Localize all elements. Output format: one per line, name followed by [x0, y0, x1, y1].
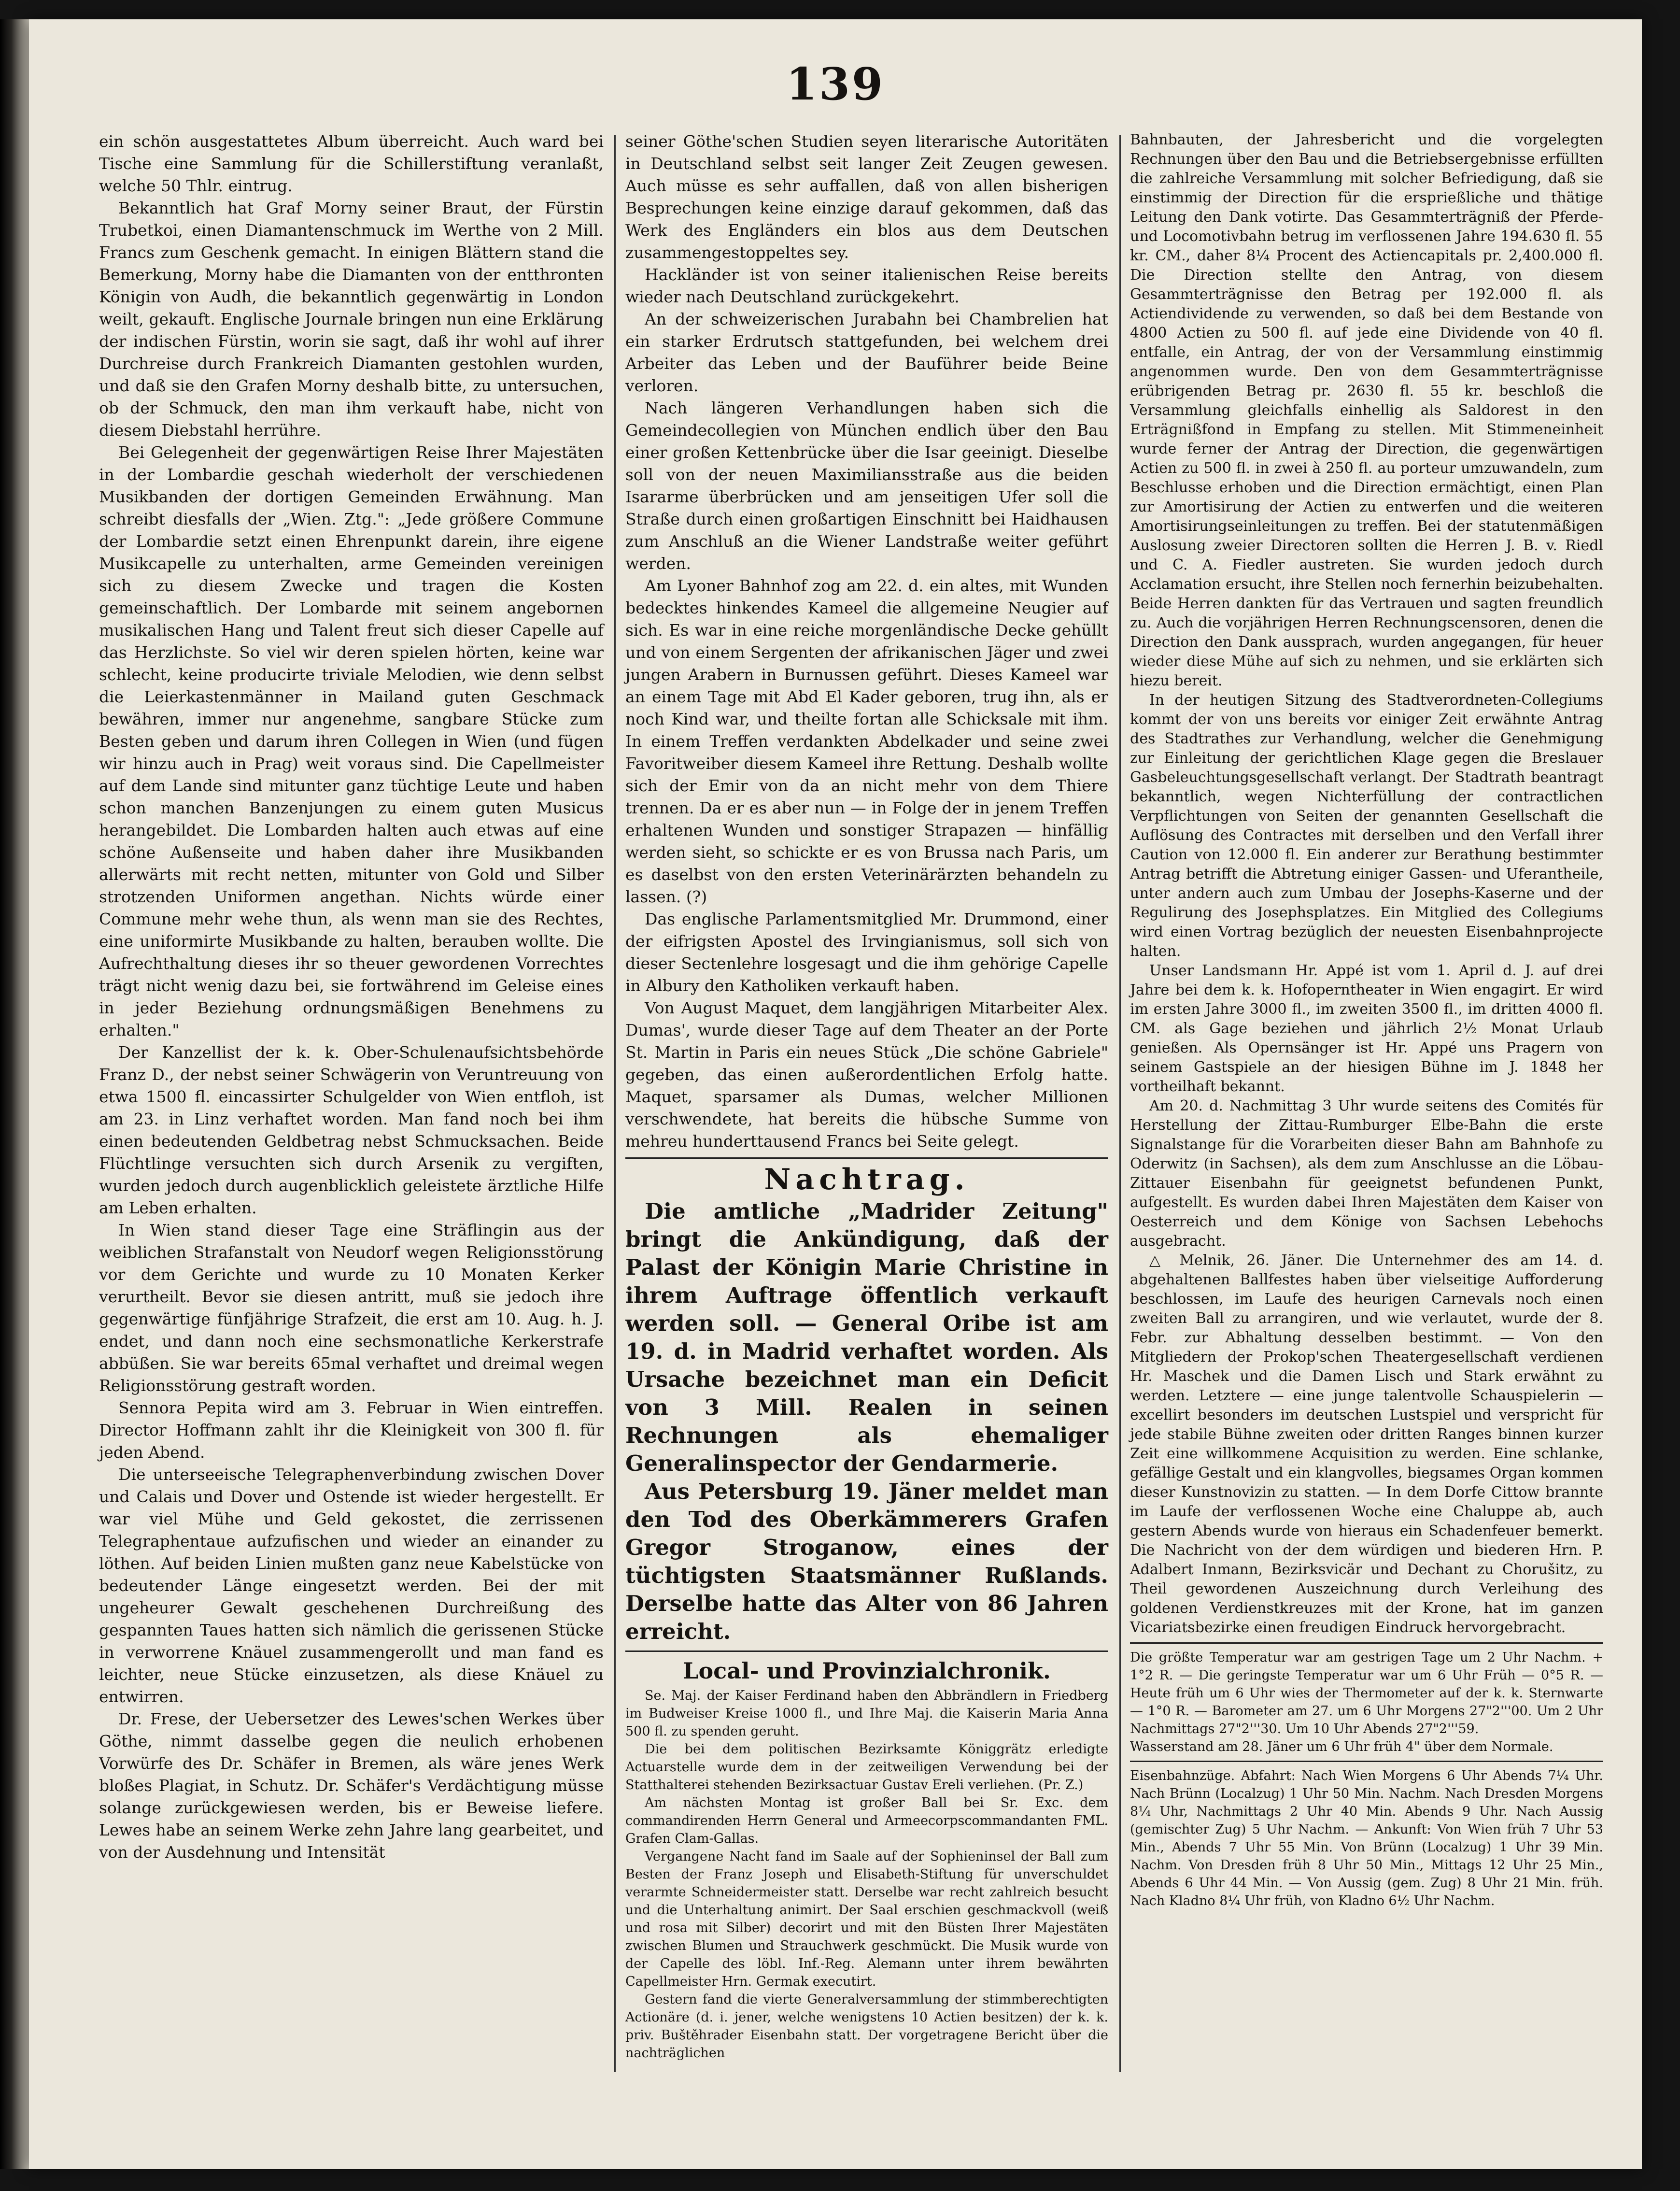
article: Von August Maquet, dem langjährigen Mitarbeiter Alex. Dumas', wurde dieser Tage auf dem Theater an der Porte St. Martin in Paris ein neues Stück „Die schöne Gabriele" gegeben, das einen außerordentlichen Erfolg hatte. Maquet, sparsamer als Dumas, welcher Millionen verschwendete, hat bereits die hübsche Summe von mehreu hunderttausend Francs bei Seite gelegt.	[625, 998, 1108, 1151]
page-number: 139	[786, 58, 885, 110]
article: Das englische Parlamentsmitglied Mr. Drummond, einer der eifrigsten Apostel des Irvingianismus, soll sich von dieser Sectenlehre losgesagt und die ihm gehörige Capelle in Albury den Katholiken verkauft haben.	[625, 910, 1108, 995]
article: In Wien stand dieser Tage eine Sträflingin aus der weiblichen Strafanstalt von Neudorf wegen Religionsstörung vor dem Gerichte und wurde zu 10 Monaten Kerker verurtheilt. Bevor sie diesen antritt, muß sie jedoch ihre gegenwärtige fünfjährige Strafzeit, die erst am 10. Aug. h. J. endet, und dann noch eine sechsmonatliche Kerkerstrafe abbüßen. Sie war bereits 65mal verhaftet und dreimal wegen Religionsstörung gestraft worden.	[99, 1221, 604, 1395]
article: Bekanntlich hat Graf Morny seiner Braut, der Fürstin Trubetkoi, einen Diamantenschmuck im Werthe von 2 Mill. Francs zum Geschenk gemacht. In einigen Blättern stand die Bemerkung, Morny habe die Diamanten von der entthronten Königin von Audh, die bekanntlich gegenwärtig in London weilt, gekauft. Englische Journale bringen nun eine Erklärung der indischen Fürstin, worin sie sagt, daß ihr wohl auf ihrer Durchreise durch Frankreich Diamanten gestohlen wurden, und daß sie den Grafen Morny deshalb bitte, zu untersuchen, ob der Schmuck, den man ihm verkauft habe, nicht von diesem Diebstahl herrühre.	[99, 199, 604, 440]
railway-timetable: Eisenbahnzüge. Abfahrt: Nach Wien Morgens 6 Uhr Abends 7¼ Uhr. Nach Brünn (Localzug) 1 Uhr 50 Min. Nachm. Nach Dresden Morgens 8¼ Uhr, Nachmittags 2 Uhr 40 Min. Abends 9 Uhr. Nach Aussig (gemischter Zug) 5 Uhr Nachm. — Ankunft: Von Wien früh 7 Uhr 53 Min., Abends 7 Uhr 55 Min. Von Brünn (Localzug) 1 Uhr 39 Min. Nachm. Von Dresden früh 8 Uhr 50 Min., Mittags 12 Uhr 25 Min., Abends 6 Uhr 44 Min. — Von Aussig (gem. Zug) 8 Uhr 21 Min. früh. Nach Kladno 8¼ Uhr früh, von Kladno 6½ Uhr Nachm.	[1130, 1768, 1603, 1908]
section-rule	[1130, 1642, 1603, 1644]
article: Die bei dem politischen Bezirksamte Königgrätz erledigte Actuarstelle wurde dem in der zeitweiligen Verwendung bei der Statthalterei stehenden Bezirksactuar Gustav Ereli verliehen. (Pr. Z.)	[625, 1742, 1108, 1793]
article: Der Kanzellist der k. k. Ober-Schulenaufsichtsbehörde Franz D., der nebst seiner Schwägerin von Veruntreuung von etwa 1500 fl. eincassirter Schulgelder von Wien entfloh, ist am 23. in Linz verhaftet worden. Man fand noch bei ihm einen bedeutenden Geldbetrag nebst Schmucksachen. Beide Flüchtlinge versuchten sich durch Arsenik zu vergiften, wurden jedoch durch augenblicklich geleistete ärztliche Hilfe am Leben erhalten.	[99, 1043, 604, 1217]
article: Am Lyoner Bahnhof zog am 22. d. ein altes, mit Wunden bedecktes hinkendes Kameel die allgemeine Neugier auf sich. Es war in eine reiche morgenländische Decke gehüllt und von einem Sergenten der afrikanischen Jäger und zwei jungen Arabern in Burnussen geführt. Dieses Kameel war an einem Tage mit Abd El Kader geboren, trug ihn, als er noch Kind war, und theilte fortan alle Schicksale mit ihm. In einem Treffen verdankten Abdelkader und seine zwei Favoritweiber diesem Kameel ihre Rettung. Deshalb wollte sich der Emir von da an nicht mehr von dem Thiere trennen. Da er es aber nun — in Folge der in jenem Treffen erhaltenen Wunden und sonstiger Strapazen — hinfällig werden sieht, so schickte er es von Brussa nach Paris, um es daselbst von den ersten Veterinärärzten behandeln zu lassen. (?)	[625, 576, 1108, 906]
article: Unser Landsmann Hr. Appé ist vom 1. April d. J. auf drei Jahre bei dem k. k. Hofoperntheater in Wien engagirt. Er wird im ersten Jahre 3000 fl., im zweiten 3500 fl., im dritten 4000 fl. CM. als Gage beziehen und jährlich 2½ Monat Urlaub genießen. Als Opernsänger ist Hr. Appé uns Pragern von seinem Gastspiele an der hiesigen Bühne im J. 1848 her vortheilhaft bekannt.	[1130, 962, 1603, 1095]
newspaper-page	[29, 19, 1642, 2169]
section-rule	[625, 1157, 1108, 1159]
section-rule	[1130, 1761, 1603, 1762]
article: △ Melnik, 26. Jäner. Die Unternehmer des am 14. d. abgehaltenen Ballfestes haben über vielseitige Aufforderung beschlossen, im Laufe des heurigen Carnevals noch einen zweiten Ball zu arrangiren, und wie verlautet, wurde der 8. Febr. zur Abhaltung desselben bestimmt. — Von den Mitgliedern der Prokop'schen Theatergesellschaft verdienen Hr. Maschek und die Damen Lisch und Stark erwähnt zu werden. Letztere — eine junge talentvolle Schauspielerin — excellirt besonders im deutschen Lustspiel und verspricht für jede stabile Bühne zweiten oder dritten Ranges binnen kurzer Zeit eine willkommene Acquisition zu werden. Eine schlanke, gefällige Gestalt und ein klangvolles, biegsames Organ kommen dieser Kunstnovizin zu statten. — In dem Dorfe Cittow brannte im Laufe der verflossenen Woche eine Chaluppe ab, auch gestern Abends wurde von hieraus ein Schadenfeuer bemerkt. Die Nachricht von der dem würdigen und biederen Hrn. P. Adalbert Inmann, Bezirksvicär und Dechant zu Chorušitz, zu Theil gewordenen Auszeichnung durch Verleihung des goldenen Verdienstkreuzes mit der Krone, hat im ganzen Vicariatsbezirke einen freudigen Eindruck hervorgebracht.	[1130, 1252, 1603, 1636]
article: Aus Petersburg 19. Jäner meldet man den Tod des Oberkämmerers Grafen Gregor Stroganow, eines der tüchtigsten Staatsmänner Rußlands. Derselbe hatte das Alter von 86 Jahren erreicht.	[625, 1479, 1108, 1644]
article: Hackländer ist von seiner italienischen Reise bereits wieder nach Deutschland zurückgekehrt.	[625, 265, 1108, 306]
article: Sennora Pepita wird am 3. Februar in Wien eintreffen. Director Hoffmann zahlt ihr die Kleinigkeit von 300 fl. für jeden Abend.	[99, 1398, 604, 1462]
article: Vergangene Nacht fand im Saale auf der Sophieninsel der Ball zum Besten der Franz Joseph und Elisabeth-Stiftung für unverschuldet verarmte Schneidermeister statt. Derselbe war recht zahlreich besucht und die Unterhaltung animirt. Der Saal erschien geschmackvoll (weiß und rosa mit Silber) decorirt und mit den Büsten Ihrer Majestäten zwischen Blumen und Strauchwerk geschmückt. Die Musik wurde von der Capelle des löbl. Inf.-Reg. Alemann unter ihrem bewährten Capellmeister Hrn. Germak executirt.	[625, 1849, 1108, 1989]
column-divider	[614, 135, 616, 2072]
article: Am nächsten Montag ist großer Ball bei Sr. Exc. dem commandirenden Herrn General und Armeecorpscommandanten FML. Grafen Clam-Gallas.	[625, 1795, 1108, 1846]
article: Die amtliche „Madrider Zeitung" bringt die Ankündigung, daß der Palast der Königin Marie Christine in ihrem Auftrage öffentlich verkauft werden soll. — General Oribe ist am 19. d. in Madrid verhaftet worden. Als Ursache bezeichnet man ein Deficit von 3 Mill. Realen in seinen Rechnungen als ehemaliger Generalinspector der Gendarmerie.	[625, 1198, 1108, 1476]
article: Dr. Frese, der Uebersetzer des Lewes'schen Werkes über Göthe, nimmt dasselbe gegen die neulich erhobenen Vorwürfe des Dr. Schäfer in Bremen, als wäre jenes Werk bloßes Plagiat, in Schutz. Dr. Schäfer's Verdächtigung müsse solange zurückgewiesen werden, bis er Beweise liefere. Lewes habe an seinem Werke zehn Jahre lang gearbeitet, und von der Ausdehnung und Intensität	[99, 1709, 604, 1862]
section-heading-nachtrag: Nachtrag.	[764, 1163, 970, 1196]
article: Nach längeren Verhandlungen haben sich die Gemeindecollegien von München endlich über den Bau einer großen Kettenbrücke über die Isar geeinigt. Dieselbe soll von der neuen Maximiliansstraße aus die beiden Isararme überbrücken und am jenseitigen Ufer soll die Straße durch einen großartigen Einschnitt bei Haidhausen zum Anschluß an die Wiener Landstraße weiter geführt werden.	[625, 398, 1108, 573]
article: In der heutigen Sitzung des Stadtverordneten-Collegiums kommt der von uns bereits vor einiger Zeit erwähnte Antrag des Stadtrathes zur Verhandlung, welcher die Genehmigung zur Einleitung der gerichtlichen Klage gegen die Breslauer Gasbeleuchtungsgesellschaft verlangt. Der Stadtrath beantragt bekanntlich, wegen Nichterfüllung der contractlichen Verpflichtungen von Seiten der genannten Gesellschaft die Auflösung des Contractes mit derselben und den Verfall ihrer Caution von 12.000 fl. Ein anderer zur Berathung bestimmter Antrag betrifft die Abtretung einiger Gassen- und Uferantheile, unter andern auch zum Umbau der Josephs-Kaserne und der Regulirung des Josephsplatzes. Ein Mitglied des Collegiums wird einen Vortrag bezüglich der neuesten Eisenbahnprojecte halten.	[1130, 692, 1603, 960]
article: seiner Göthe'schen Studien seyen literarische Autoritäten in Deutschland selbst seit langer Zeit Zeugen gewesen. Auch müsse es sehr auffallen, daß von allen bisherigen Besprechungen keine einzige darauf gekommen, daß das Werk des Engländers ein blos aus dem Deutschen zusammengestoppeltes sey.	[625, 132, 1108, 262]
column-3	[1130, 130, 1603, 1910]
column-divider	[1119, 135, 1121, 2072]
article: ein schön ausgestattetes Album überreicht. Auch ward bei Tische eine Sammlung für die Schillerstiftung veranlaßt, welche 50 Thlr. eintrug.	[99, 132, 604, 195]
column-2	[625, 130, 1108, 2062]
book-gutter	[0, 19, 29, 2169]
article: Die unterseeische Telegraphenverbindung zwischen Dover und Calais und Dover und Ostende ist wieder hergestellt. Er war viel Mühe und Geld gekostet, die zerrissenen Telegraphentaue aufzufischen und wieder an einander zu löthen. Auf beiden Linien mußten ganz neue Kabelstücke von bedeutender Länge eingesetzt werden. Bei der mit ungeheurer Gewalt geschehenen Durchreißung des gespannten Taues hatten sich nämlich die gerissenen Stücke in verworrene Knäuel zusammengerollt und man fand es leichter, neue Stücke einzusetzen, als diese Knäuel zu entwirren.	[99, 1465, 604, 1706]
article: Se. Maj. der Kaiser Ferdinand haben den Abbrändlern in Friedberg im Budweiser Kreise 1000 fl., und Ihre Maj. die Kaiserin Maria Anna 500 fl. zu spenden geruht.	[625, 1688, 1108, 1739]
section-rule	[625, 1650, 1108, 1652]
article: Am 20. d. Nachmittag 3 Uhr wurde seitens des Comités für Herstellung der Zittau-Rumburger Elbe-Bahn die erste Signalstange für die Vorarbeiten dieser Bahn am Bahnhofe zu Oderwitz (in Sachsen), als dem zum Anschlusse an die Löbau-Zittauer Eisenbahn für geeignetst befundenen Punkt, aufgestellt. Es wurden dabei Ihren Majestäten dem Kaiser von Oesterreich und dem Könige von Sachsen Lebehochs ausgebracht.	[1130, 1097, 1603, 1250]
water-level: Wasserstand am 28. Jäner um 6 Uhr früh 4" über dem Normale.	[1130, 1739, 1553, 1754]
column-1	[99, 130, 604, 1864]
article: Bei Gelegenheit der gegenwärtigen Reise Ihrer Majestäten in der Lombardie geschah wiederholt der verschiedenen Musikbanden der dortigen Gemeinden Erwähnung. Man schreibt diesfalls der „Wien. Ztg.": „Jede größere Commune der Lombardie setzt einen Ehrenpunkt darein, ihre eigene Musikcapelle zu unterhalten, arme Gemeinden vereinigen sich zu diesem Zwecke und tragen die Kosten gemeinschaftlich. Der Lombarde mit seinem angebornen musikalischen Hang und Talent freut sich dieser Capelle auf das Herzlichste. So viel wir deren spielen hörten, keine war schlecht, keine producirte triviale Melodien, wie denn selbst die Leierkastenmänner in Mailand guten Geschmack bewähren, immer nur angenehme, sangbare Stücke zum Besten geben und darum ihren Collegen in Wien (und fügen wir hinzu auch in Prag) weit voraus sind. Die Capellmeister auf dem Lande sind mitunter ganz tüchtige Leute und haben schon manchen Banzenjungen zu einem guten Musicus herangebildet. Die Lombarden halten auch etwas auf eine schöne Außenseite und haben daher ihre Musikbanden allerwärts mit recht netten, mitunter von Gold und Silber strotzenden Uniformen angethan. Nichts würde einer Commune mehr wehe thun, als wenn man sie des Rechtes, eine uniformirte Musikbande zu halten, berauben wollte. Die Aufrechthaltung dieses ihr so theuer gewordenen Vorrechtes trägt nicht wenig dazu bei, sie fortwährend im Geleise eines in jeder Beziehung ordnungsmäßigen Benehmens zu erhalten."	[99, 443, 604, 1039]
article: An der schweizerischen Jurabahn bei Chambrelien hat ein starker Erdrutsch stattgefunden, bei welchem drei Arbeiter das Leben und der Bauführer beide Beine verloren.	[625, 310, 1108, 395]
section-heading-local: Local- und Provinzialchronik.	[683, 1658, 1051, 1684]
article: Gestern fand die vierte Generalversammlung der stimmberechtigten Actionäre (d. i. jener, welche wenigstens 10 Actien besitzen) der k. k. priv. Buštěhrader Eisenbahn statt. Der vorgetragene Bericht über die nachträglichen	[625, 1992, 1108, 2061]
article: Bahnbauten, der Jahresbericht und die vorgelegten Rechnungen über den Bau und die Betriebsergebnisse erfüllten die zahlreiche Versammlung mit solcher Befriedigung, daß sie einstimmig der Direction für die ersprießliche und thätige Leitung den Dank votirte. Das Gesammterträgniß der Pferde- und Locomotivbahn betrug im verflossenen Jahre 194.630 fl. 55 kr. CM., daher 8¼ Procent des Actiencapitals pr. 2,400.000 fl. Die Direction stellte den Antrag, von diesem Gesammterträgnisse den Betrag per 192.000 fl. als Actiendividende zu verwenden, so daß bei dem Bestande von 4800 Actien zu 500 fl. auf jede eine Dividende von 40 fl. entfalle, ein Antrag, der von der Versammlung einstimmig angenommen wurde. Den von dem Gesammterträgnisse erübrigenden Betrag pr. 2630 fl. 55 kr. beschloß die Versammlung gleichfalls einhellig als Saldorest in den Erträgnißfond in Empfang zu stellen. Mit Stimmeneinheit wurde ferner der Antrag der Direction, die gegenwärtigen Actien zu 500 fl. in zwei à 250 fl. au porteur umzuwandeln, zum Beschlusse erhoben und die Direction ermächtigt, einen Plan zur Amortisirung der Actien zu entwerfen und die weiteren Amortisirungseinleitungen zu treffen. Bei der statutenmäßigen Auslosung zweier Directoren sollten die Herren J. B. v. Riedl und C. A. Fiedler austreten. Sie wurden jedoch durch Acclamation ersucht, ihre Stellen noch fernerhin beizubehalten. Beide Herren dankten für das Vertrauen und sagten freundlich zu. Auch die vorjährigen Herren Rechnungscensoren, denen die Direction den Dank aussprach, wurden angegangen, für heuer wieder diese Mühe auf sich zu nehmen, und sie erklärten sich hiezu bereit.	[1130, 131, 1603, 689]
weather-report: Die größte Temperatur war am gestrigen Tage um 2 Uhr Nachm. + 1°2 R. — Die geringste Temperatur war um 6 Uhr Früh — 0°5 R. — Heute früh um 6 Uhr wies der Thermometer auf der k. k. Sternwarte — 1°0 R. — Barometer am 27. um 6 Uhr Morgens 27"2'''00. Um 2 Uhr Nachmittags 27"2'''30. Um 10 Uhr Abends 27"2'''59.	[1130, 1650, 1603, 1736]
